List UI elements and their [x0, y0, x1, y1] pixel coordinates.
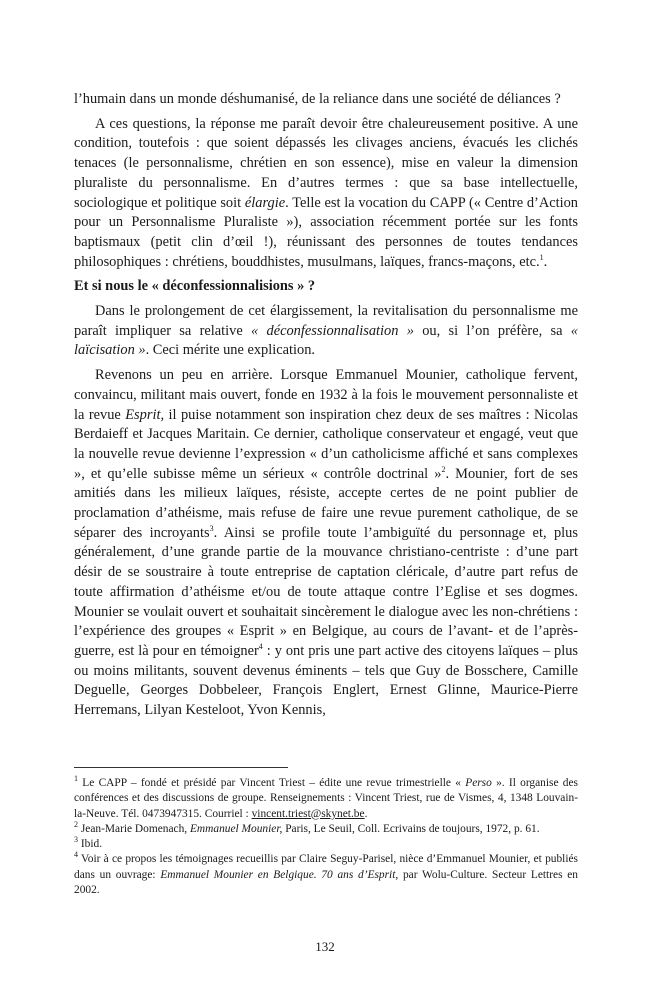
footnote-separator — [74, 767, 288, 768]
emphasis: Esprit, — [125, 406, 165, 423]
paragraph-deconfession — [74, 302, 578, 361]
paragraph-text: : y ont pris une part active des citoyens laïques – plus ou moins militants, souvent devenus éminents – tels que Guy de Bosschere, Camille Deguelle, Georges Dobbeleer, François Englert, Ernest Glinne, Maurice-Pierre Herremans, Lilyan Kesteloot, Yvon Kennis, — [74, 642, 578, 719]
page-number: 132 — [315, 939, 335, 954]
footnote-number: 2 — [74, 820, 78, 830]
footnotes — [74, 776, 578, 898]
footnote-text: Voir à ce propos les témoignages recueillis par Claire Seguy-Parisel, nièce d’Emmanuel Mounier, et publiés dans un ouvrage: — [74, 853, 578, 881]
emphasis: élargie — [244, 194, 286, 211]
footnote-number: 1 — [74, 774, 78, 784]
paragraph-text: . Telle est la vocation du CAPP (« Centre d’Action pour un Personnalisme Pluraliste »), association récemment portée sur les fonts baptismaux (petit clin d’œil !), réunissant des personnes de toutes tendances philosophiques : chrétiens, bouddhistes, musulmans, laïques, francs-maçons, etc. — [74, 194, 578, 270]
emphasis: Emmanuel Mounier, — [189, 822, 283, 835]
footnote-1 — [74, 776, 578, 822]
section-heading: Et si nous le « déconfessionnalisions » ? — [74, 278, 316, 295]
main-text — [74, 90, 578, 726]
footnote-text: Paris, Le Seuil, Coll. Ecrivains de toujours, 1972, p. 61. — [282, 822, 540, 835]
emphasis: « déconfessionnalisation » — [251, 322, 414, 339]
paragraph-text: . Mounier, fort de ses amitiés dans les milieux laïques, résiste, accepte certes de ne point publier de proclamation d’athéisme, mais refuse de faire une revue purement catholique, de se séparer des incroyants — [74, 465, 578, 541]
emphasis: « laïcisation » — [74, 322, 578, 359]
paragraph-text: A ces questions, la réponse me paraît devoir être chaleureusement positive. A une condition, toutefois : que soient dépassés les clivages anciens, évacués les clichés tenaces (le personnalisme, chrétien en son essence), mise en valeur la dimension pluraliste du personnalisme. En d’autres termes : que sa base intellectuelle, sociologique et politique soit — [74, 115, 578, 211]
footnote-2 — [74, 822, 578, 837]
footnote-text: Jean-Marie Domenach, — [78, 822, 190, 835]
footnote-text: Ibid. — [78, 838, 103, 851]
paragraph-continuation — [74, 90, 578, 110]
paragraph-text: . — [543, 253, 548, 270]
paragraph-mounier — [74, 366, 578, 721]
footnote-3 — [74, 837, 578, 852]
footnote-ref-3[interactable]: 3 — [209, 523, 214, 533]
paragraph-capp — [74, 115, 578, 273]
footnote-text: ». Il organise des conférences et des discussions de groupe. Renseignements : Vincent Triest, rue de Vismes, 4, 1348 Louvain-la-Neuve. Tél. 0473947315. Courriel : — [74, 777, 578, 820]
paragraph-text: il puise notamment son inspiration chez deux de ses maîtres : Nicolas Berdaieff et Jacques Maritain. Ce dernier, catholique conservateur et engagé, veut que la nouvelle revue devienne l’expression « d’un catholicisme affiché et sans complexes », et qu’elle subisse même un sérieux « contrôle doctrinal » — [74, 406, 578, 482]
footnote-ref-4[interactable]: 4 — [258, 642, 263, 652]
paragraph-text: Revenons un peu en arrière. Lorsque Emmanuel Mounier, catholique fervent, convaincu, militant mais ouvert, fonde en 1932 à la fois le mouvement personnaliste et la revue — [74, 367, 578, 423]
email-link[interactable]: vincent.triest@skynet.be — [251, 807, 365, 820]
footnote-text: par Wolu-Culture. Secteur Lettres en 2002. — [74, 868, 578, 897]
footnote-number: 4 — [74, 850, 78, 860]
emphasis: Perso — [465, 777, 492, 789]
paragraph-text: Dans le prolongement de cet élargissement, la revitalisation du personnalisme me paraît impliquer sa relative — [74, 303, 578, 339]
footnote-number: 3 — [74, 835, 78, 845]
footnote-ref-2[interactable]: 2 — [441, 464, 446, 474]
paragraph-text: . Ainsi se profile toute l’ambiguïté du personnage et, plus généralement, d’une grande partie de la mouvance christiano-centriste : d’une part désir de se soustraire à toute entreprise de captation cléricale, d’autre part refus de toute affirmation d’athéisme et/ou de toute attaque contre l’Eglise et ses dogmes. Mounier se voulait ouvert et souhaitait sincèrement le dialogue avec les non-chrétiens : l’expérience des groupes « Esprit » en Belgique, au cours de l’avant- et de l’après-guerre, est là pour en témoigner — [74, 524, 578, 659]
footnote-text: Le CAPP – fondé et présidé par Vincent Triest – édite une revue trimestrielle « — [78, 777, 466, 789]
footnote-4 — [74, 852, 578, 898]
paragraph-text: ou, si l’on préfère, sa — [413, 322, 571, 339]
footnote-ref-1[interactable]: 1 — [539, 252, 544, 262]
paragraph-text: . Ceci mérite une explication. — [145, 342, 315, 359]
footnote-text: . — [364, 807, 368, 820]
paragraph-text: l’humain dans un monde déshumanisé, de la reliance dans une société de déliances ? — [74, 91, 561, 107]
emphasis: Emmanuel Mounier en Belgique. 70 ans d’Esprit, — [160, 868, 399, 881]
